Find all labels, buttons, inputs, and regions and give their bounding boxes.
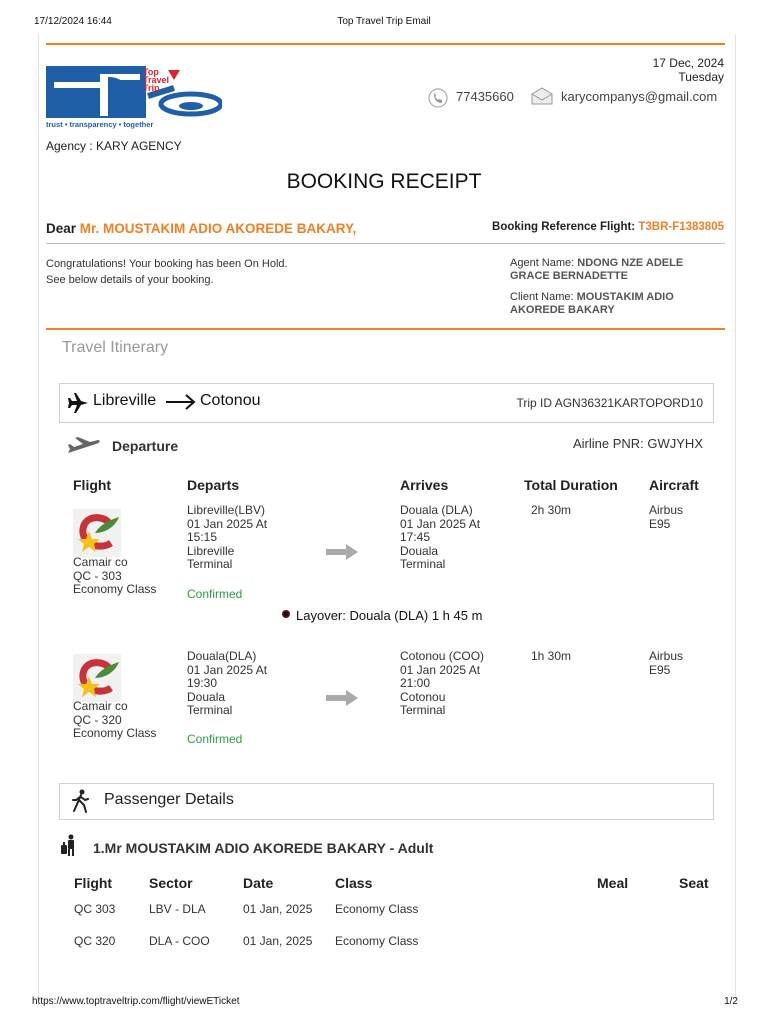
departure-city: Libreville bbox=[187, 543, 235, 558]
walking-person-icon bbox=[70, 789, 92, 813]
segment-1-departs bbox=[187, 504, 267, 572]
prow-2-flight: QC 320 bbox=[74, 934, 116, 948]
svg-text:Trip: Trip bbox=[143, 83, 160, 93]
svg-text:trust • transparency • togethe: trust • transparency • together bbox=[46, 120, 154, 129]
top-divider bbox=[46, 43, 725, 45]
passenger-section-title: Passenger Details bbox=[104, 791, 234, 808]
pcol-sector: Sector bbox=[149, 875, 193, 891]
layover-info: Layover: Douala (DLA) 1 h 45 m bbox=[296, 608, 483, 623]
arrival-place: Douala (DLA) bbox=[400, 503, 473, 517]
departure-place: Libreville(LBV) bbox=[187, 503, 266, 517]
message-line-1: Congratulations! Your booking has been On Hold. bbox=[46, 258, 288, 270]
departure-place: Douala(DLA) bbox=[187, 649, 257, 663]
airplane-icon bbox=[67, 391, 91, 415]
greeting bbox=[46, 221, 356, 236]
weekday-value: Tuesday bbox=[678, 70, 724, 84]
agent-name-1: NDONG NZE ADELE bbox=[577, 257, 684, 269]
segment-2-arrives bbox=[400, 650, 484, 718]
status-confirmed: Confirmed bbox=[187, 587, 243, 601]
pcol-class: Class bbox=[335, 875, 373, 891]
airline-logo-icon bbox=[73, 654, 121, 702]
print-url[interactable]: https://www.toptraveltrip.com/flight/viewETicket bbox=[32, 996, 240, 1007]
segment-1-duration: 2h 30m bbox=[531, 503, 572, 517]
aircraft-make: Airbus bbox=[649, 649, 684, 663]
client-label: Client Name: bbox=[510, 291, 574, 303]
prow-1-date: 01 Jan, 2025 bbox=[243, 902, 313, 916]
col-duration: Total Duration bbox=[524, 477, 618, 493]
arrival-date: 01 Jan 2025 At bbox=[400, 662, 481, 677]
flight-number: QC - 303 bbox=[73, 568, 122, 583]
phone-number[interactable]: 77435660 bbox=[456, 89, 514, 104]
cabin-class: Economy Class bbox=[73, 582, 157, 597]
arrival-terminal: Terminal bbox=[400, 703, 446, 718]
layover-dot-icon bbox=[281, 609, 291, 619]
prow-2-sector: DLA - COO bbox=[149, 934, 210, 948]
passenger-luggage-icon bbox=[60, 834, 80, 856]
phone-icon bbox=[427, 88, 449, 108]
svg-text:Travel: Travel bbox=[143, 75, 170, 85]
company-logo bbox=[46, 66, 222, 130]
trip-id: Trip ID AGN36321KARTOPORD10 bbox=[516, 396, 703, 410]
col-departs: Departs bbox=[187, 477, 240, 493]
booking-ref-value: T3BR-F1383805 bbox=[638, 221, 724, 233]
receipt-date bbox=[653, 56, 724, 84]
agent-label: Agent Name: bbox=[510, 257, 575, 269]
message-line-2: See below details of your booking. bbox=[46, 274, 214, 286]
route-from: Libreville bbox=[93, 392, 157, 409]
receipt-title: BOOKING RECEIPT bbox=[286, 170, 482, 193]
agent-info bbox=[510, 257, 683, 283]
print-page-number: 1/2 bbox=[724, 996, 738, 1007]
arrival-city: Cotonou bbox=[400, 689, 446, 704]
departure-plane-icon bbox=[66, 436, 102, 456]
prow-1-sector: LBV - DLA bbox=[149, 902, 206, 916]
booking-reference bbox=[492, 221, 724, 233]
col-flight: Flight bbox=[73, 477, 112, 493]
departure-date: 01 Jan 2025 At bbox=[187, 516, 268, 531]
arrival-terminal: Terminal bbox=[400, 557, 446, 572]
status-confirmed: Confirmed bbox=[187, 732, 243, 746]
segment-1-flight bbox=[73, 556, 156, 597]
col-arrives: Arrives bbox=[400, 477, 449, 493]
arrival-time: 21:00 bbox=[400, 676, 431, 691]
segment-1-aircraft bbox=[649, 504, 683, 531]
client-name-2: AKOREDE BAKARY bbox=[510, 304, 615, 316]
aircraft-model: E95 bbox=[649, 516, 671, 531]
departure-date: 01 Jan 2025 At bbox=[187, 662, 268, 677]
segment-2-duration: 1h 30m bbox=[531, 649, 572, 663]
departure-terminal: Terminal bbox=[187, 557, 233, 572]
pcol-seat: Seat bbox=[679, 875, 709, 891]
aircraft-model: E95 bbox=[649, 662, 671, 677]
greeting-divider bbox=[46, 243, 725, 244]
airline-logo-icon bbox=[73, 509, 121, 557]
booking-ref-label: Booking Reference Flight: bbox=[492, 221, 636, 233]
prow-2-class: Economy Class bbox=[335, 934, 419, 948]
section-divider bbox=[46, 328, 725, 330]
departure-terminal: Terminal bbox=[187, 703, 233, 718]
date-value: 17 Dec, 2024 bbox=[652, 56, 724, 70]
pcol-meal: Meal bbox=[597, 875, 629, 891]
email-address[interactable]: karycompanys@gmail.com bbox=[561, 89, 718, 104]
departure-time: 15:15 bbox=[187, 530, 218, 545]
envelope-icon bbox=[531, 87, 553, 105]
booking-message bbox=[46, 256, 288, 288]
departure-label: Departure bbox=[112, 438, 179, 454]
prow-1-class: Economy Class bbox=[335, 902, 419, 916]
pcol-date: Date bbox=[243, 875, 274, 891]
segment-2-departs bbox=[187, 650, 267, 718]
col-aircraft: Aircraft bbox=[649, 477, 699, 493]
prow-1-flight: QC 303 bbox=[74, 902, 116, 916]
flight-number: QC - 320 bbox=[73, 712, 122, 727]
svg-text:Top: Top bbox=[143, 67, 159, 77]
departure-city: Douala bbox=[187, 689, 226, 704]
airline-name: Camair co bbox=[73, 699, 128, 713]
aircraft-make: Airbus bbox=[649, 503, 684, 517]
client-info bbox=[510, 291, 674, 317]
passenger-name: 1.Mr MOUSTAKIM ADIO AKOREDE BAKARY - Adult bbox=[93, 840, 434, 856]
itinerary-title: Travel Itinerary bbox=[62, 339, 169, 356]
print-title: Top Travel Trip Email bbox=[337, 16, 431, 27]
arrival-time: 17:45 bbox=[400, 530, 431, 545]
arrow-right-icon bbox=[326, 544, 358, 560]
cabin-class: Economy Class bbox=[73, 726, 157, 741]
pcol-flight: Flight bbox=[74, 875, 113, 891]
route-to: Cotonou bbox=[200, 392, 261, 409]
dear-label: Dear bbox=[46, 221, 77, 236]
client-name-1: MOUSTAKIM ADIO bbox=[576, 291, 674, 303]
segment-2-flight bbox=[73, 700, 156, 741]
customer-name: Mr. MOUSTAKIM ADIO AKOREDE BAKARY, bbox=[79, 221, 357, 236]
arrival-date: 01 Jan 2025 At bbox=[400, 516, 481, 531]
prow-2-date: 01 Jan, 2025 bbox=[243, 934, 313, 948]
departure-time: 19:30 bbox=[187, 676, 218, 691]
airline-name: Camair co bbox=[73, 555, 128, 569]
agency-label: Agency : KARY AGENCY bbox=[46, 139, 182, 153]
segment-1-arrives bbox=[400, 504, 480, 572]
airline-pnr: Airline PNR: GWJYHX bbox=[572, 436, 703, 451]
arrival-city: Douala bbox=[400, 543, 439, 558]
arrow-right-icon bbox=[326, 690, 358, 706]
agent-name-2: GRACE BERNADETTE bbox=[510, 270, 628, 282]
print-datetime: 17/12/2024 16:44 bbox=[34, 16, 112, 27]
arrival-place: Cotonou (COO) bbox=[400, 649, 485, 663]
right-arrow-icon bbox=[166, 392, 198, 412]
segment-2-aircraft bbox=[649, 650, 683, 677]
